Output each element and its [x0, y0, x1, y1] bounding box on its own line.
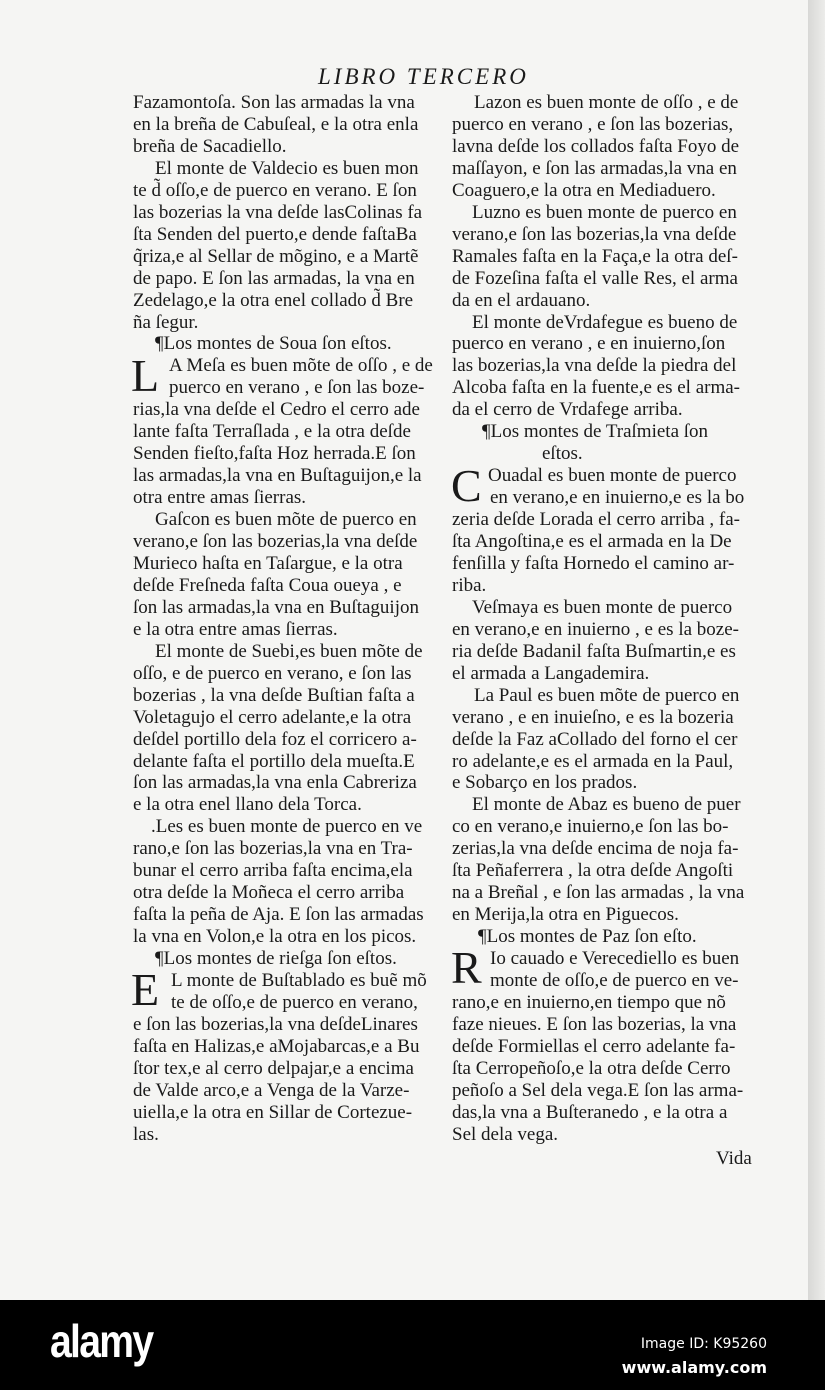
text-line: rias,la vna deſde el Cedro el cerro ade — [133, 399, 420, 421]
drop-cap-l: L — [131, 350, 160, 401]
text-line: riba. — [452, 574, 487, 596]
text-line: uiella,e la otra en Sillar de Cortezue- — [133, 1101, 413, 1123]
text-line: bunar el cerro arriba faſta encima,ela — [133, 860, 413, 882]
text-line: maſſayon, e ſon las armadas,la vna en — [452, 157, 737, 179]
text-line: Fazamontoſa. Son las armadas la vna — [133, 92, 415, 113]
text-line: las. — [133, 1123, 159, 1145]
text-line: deſdel portillo dela foz el corricero a- — [133, 728, 417, 750]
text-line: .Les es buen monte de puerco en ve — [151, 816, 423, 838]
text-line: lavna deſde los collados faſta Foyo de — [452, 135, 740, 157]
text-line: El monte de Valdecio es buen mon — [155, 157, 419, 179]
text-line: das,la vna a Buſteranedo , e la otra a — [452, 1101, 728, 1123]
text-line: Veſmaya es buen monte de puerco — [472, 596, 733, 618]
text-line: eſtos. — [542, 443, 583, 465]
text-line: La Paul es buen mõte de puerco en — [474, 684, 740, 706]
text-line: en la breña de Cabuſeal, e la otra enla — [133, 113, 419, 135]
text-line: ſon las armadas,la vna enla Cabreriza — [133, 772, 417, 794]
text-line: fenſilla y faſta Hornedo el camino ar- — [452, 552, 735, 574]
text-line: ¶Los montes de Soua ſon eſtos. — [155, 333, 392, 355]
text-line: Luzno es buen monte de puerco en — [472, 201, 737, 223]
running-head: LIBRO TERCERO — [318, 64, 529, 89]
text-line: breña de Sacadiello. — [133, 135, 287, 157]
text-line: e la otra entre amas ſierras. — [133, 618, 338, 640]
text-line: ſon las armadas,la vna en Buſtaguijon — [133, 596, 419, 618]
drop-cap-e: E — [131, 964, 160, 1015]
text-line: de papo. E ſon las armadas, la vna en — [133, 267, 415, 289]
text-line: e ſon las bozerias,la vna deſdeLinares — [133, 1013, 418, 1035]
text-line: la vna en Volon,e la otra en los picos. — [133, 926, 417, 948]
text-line: Murieco haſta en Taſargue, e la otra — [133, 552, 403, 574]
text-line: ro adelante,e es el armada en la Paul, — [452, 750, 734, 772]
text-line: Sel dela vega. — [452, 1123, 559, 1145]
text-line: puerco en verano , e ſon las boze- — [169, 377, 425, 399]
text-line: otra entre amas ſierras. — [133, 487, 307, 509]
text-line: L monte de Buſtablado es buẽ mõ — [171, 970, 427, 991]
text-line: q̃riza,e al Sellar de mõgino, e a Martẽ — [133, 245, 419, 267]
text-line: zeria deſde Lorada el cerro arriba , fa- — [452, 509, 740, 531]
text-line: puerco en verano , e ſon las bozerias, — [452, 113, 734, 135]
text-line: ña ſegur. — [133, 311, 199, 333]
text-line: Zedelago,e la otra enel collado d̃ Bre — [133, 289, 414, 311]
text-line: en Merija,la otra en Piguecos. — [452, 904, 679, 926]
text-line: El monte de Abaz es bueno de puer — [472, 794, 741, 816]
text-line: ſta Angoſtina,e es el armada en la De — [452, 531, 732, 552]
text-line: faſta en Halizas,e aMojabarcas,e a Bu — [133, 1035, 420, 1057]
text-line: puerco en verano , e en inuierno,ſon — [452, 333, 726, 355]
text-line: e Sobarço en los prados. — [452, 772, 638, 794]
text-line: monte de oſſo,e de puerco en ve- — [490, 970, 739, 991]
text-line: te de oſſo,e de puerco en verano, — [171, 991, 418, 1013]
text-line: ſta Peñaferrera , la otra deſde Angoſti — [452, 860, 734, 882]
text-line: las armadas,la vna en Buſtaguijon,e la — [133, 465, 422, 487]
text-line: da el cerro de Vrdafege arriba. — [452, 399, 683, 421]
text-line: ¶Los montes de rieſga ſon eſtos. — [155, 948, 397, 970]
text-line: deſde la Faz aCollado del forno el cer — [452, 728, 738, 750]
text-line: Senden fieſto,faſta Hoz herrada.E ſon — [133, 443, 416, 465]
text-line: te d̃ oſſo,e de puerco en verano. E ſon — [133, 179, 417, 201]
text-line: Io cauado e Verecediello es buen — [490, 948, 740, 970]
text-line: en verano,e en inuierno,e es la bo — [490, 487, 745, 509]
text-line: ria deſde Badanil faſta Buſmartin,e es — [452, 640, 736, 662]
text-line: las bozerias la vna deſde lasColinas fa — [133, 201, 423, 223]
text-line: El monte deVrdafegue es bueno de — [472, 311, 738, 333]
text-line: ¶Los montes de Paz ſon eſto. — [478, 926, 697, 948]
text-line: verano , e en inuieſno, e es la bozeria — [452, 706, 734, 728]
text-line: delante faſta el portillo dela mueſta.E — [133, 750, 415, 772]
text-line: rano,e en inuierno,en tiempo que nõ — [452, 991, 726, 1013]
text-line: peñoſo a Sel dela vega.E ſon las arma- — [452, 1079, 744, 1101]
text-line: el armada a Langademira. — [452, 662, 650, 684]
text-line: ſta Senden del puerto,e dende faſtaBa — [133, 223, 417, 245]
drop-cap-r: R — [451, 942, 482, 993]
drop-cap-c: C — [451, 460, 482, 511]
text-line: Voletagujo el cerro adelante,e la otra — [133, 706, 412, 728]
text-line: El monte de Suebi,es buen mõte de — [155, 640, 423, 662]
text-line: Gaſcon es buen mõte de puerco en — [155, 509, 417, 531]
text-line: da en el ardauano. — [452, 289, 591, 311]
text-line: e la otra enel llano dela Torca. — [133, 794, 362, 816]
text-line: zerias,la vna deſde encima de noja fa- — [452, 838, 739, 860]
text-line: verano,e ſon las bozerias,la vna deſde — [452, 223, 737, 245]
text-line: rano,e ſon las bozerias,la vna en Tra- — [133, 838, 413, 860]
text-line: A Meſa es buen mõte de oſſo , e de — [169, 355, 433, 377]
text-line: bozerias , la vna deſde Buſtian faſta a — [133, 684, 415, 706]
watermark-footer — [0, 1300, 825, 1390]
text-line: ſtor tex,e al cerro delpajar,e a encima — [133, 1057, 414, 1079]
text-line: otra deſde la Moñeca el cerro arriba — [133, 882, 405, 904]
text-line: ¶Los montes de Traſmieta ſon — [482, 421, 709, 443]
text-line: deſde Formiellas el cerro adelante fa- — [452, 1035, 736, 1057]
text-line: Lazon es buen monte de oſſo , e de — [474, 92, 739, 113]
text-line: na a Breñal , e ſon las armadas , la vna — [452, 882, 745, 904]
site-url: www.alamy.com — [621, 1358, 767, 1377]
alamy-logo: alamy — [50, 1315, 153, 1367]
text-line: de Valde arco,e a Venga de la Varze- — [133, 1079, 410, 1101]
text-line: co en verano,e inuierno,e ſon las bo- — [452, 816, 729, 838]
page-edge-shadow — [808, 0, 825, 1300]
text-line: lante faſta Terraſlada , e la otra deſde — [133, 421, 411, 443]
text-line: Ouadal es buen monte de puerco — [488, 465, 737, 487]
image-id: Image ID: K95260 — [640, 1336, 767, 1352]
text-line: faſta la peña de Aja. E ſon las armadas — [133, 904, 424, 926]
text-line: verano,e ſon las bozerias,la vna deſde — [133, 531, 418, 552]
text-line: las bozerias,la vna deſde la piedra del — [452, 355, 737, 377]
text-line: Alcoba faſta en la fuente,e es el arma- — [452, 377, 741, 399]
text-line: de Fozeſina faſta el valle Res, el arma — [452, 267, 738, 289]
catchword: Vida — [716, 1148, 752, 1169]
text-line: Coaguero,e la otra en Mediaduero. — [452, 179, 716, 201]
text-line: en verano,e en inuierno , e es la boze- — [452, 618, 739, 640]
text-line: ſta Cerropeñoſo,e la otra deſde Cerro — [452, 1057, 731, 1079]
text-line: oſſo, e de puerco en verano, e ſon las — [133, 662, 412, 684]
text-line: deſde Freſneda faſta Coua oueya , e — [133, 574, 402, 596]
text-line: Ramales faſta en la Faça,e la otra deſ- — [452, 245, 738, 267]
text-line: faze nieues. E ſon las bozerias, la vna — [452, 1013, 737, 1035]
